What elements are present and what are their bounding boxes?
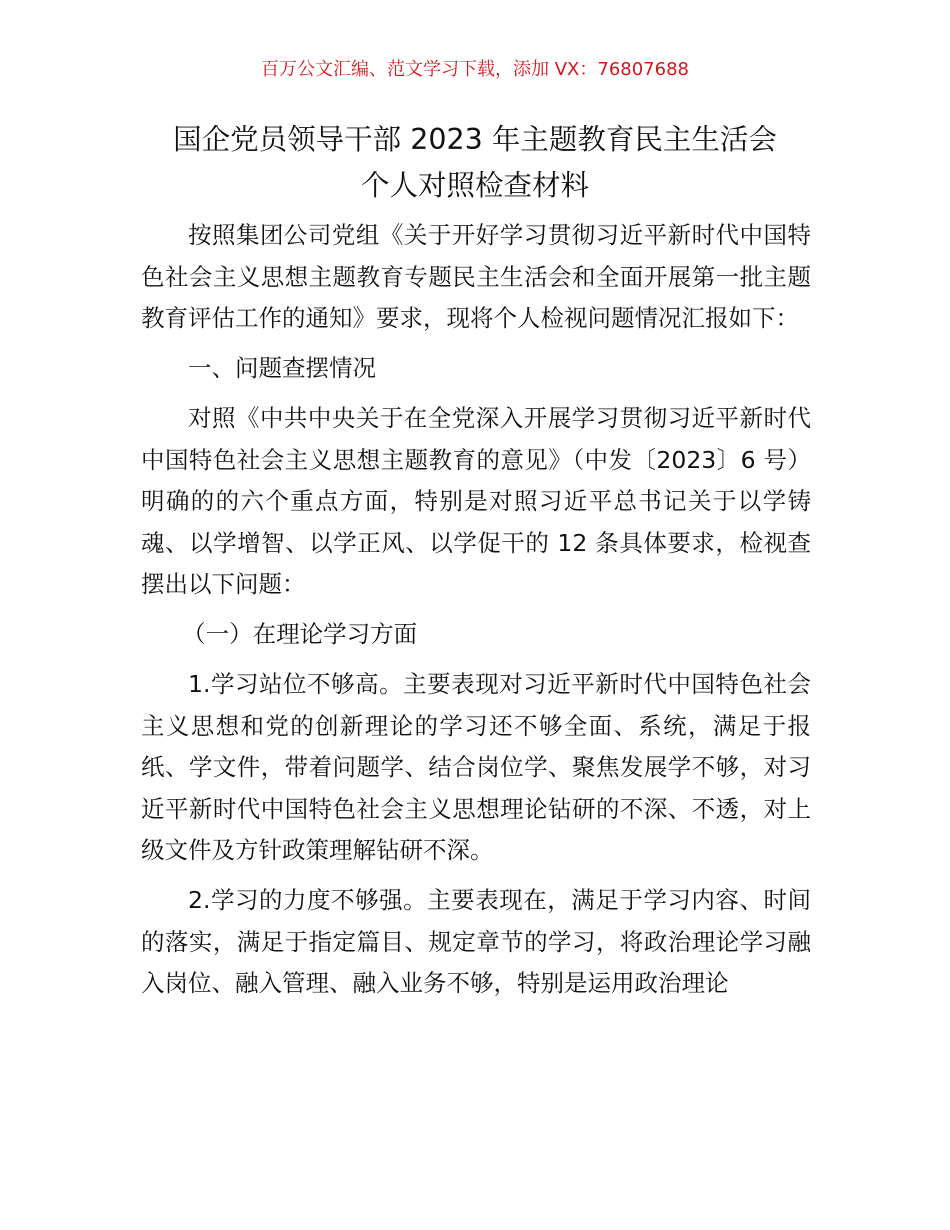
title-line-1: 国企党员领导干部 2023 年主题教育民主生活会 — [173, 123, 777, 156]
document-title — [100, 117, 850, 209]
item-2-paragraph: 2.学习的力度不够强。主要表现在，满足于学习内容、时间的落实，满足于指定篇目、规定章节的学习，将政治理论学习融入岗位、融入管理、融入业务不够，特别是运用政治理论 — [141, 886, 811, 997]
subsection-heading-1: （一）在理论学习方面 — [182, 620, 418, 648]
item-1-paragraph: 1.学习站位不够高。主要表现对习近平新时代中国特色社会主义思想和党的创新理论的学习还不够全面、系统，满足于报纸、学文件，带着问题学、结合岗位学、聚焦发展学不够，对习近平新时代中国特色社会主义思想理论钻研的不深、不透，对上级文件及方针政策理解钻研不深。 — [141, 670, 811, 864]
title-line-2: 个人对照检查材料 — [360, 169, 589, 202]
section-heading-1: 一、问题查摆情况 — [188, 354, 376, 382]
section-1-intro-paragraph: 对照《中共中央关于在全党深入开展学习贯彻习近平新时代中国特色社会主义思想主题教育的意见》（中发〔2023〕6 号）明确的的六个重点方面，特别是对照习近平总书记关于以学铸魂、以学增智、以学正风、以学促干的 12 条具体要求，检视查摆出以下问题： — [141, 404, 811, 598]
header-promo-note: 百万公文汇编、范文学习下载，添加 VX：76807688 — [261, 59, 689, 80]
intro-paragraph: 按照集团公司党组《关于开好学习贯彻习近平新时代中国特色社会主义思想主题教育专题民主生活会和全面开展第一批主题教育评估工作的通知》要求，现将个人检视问题情况汇报如下： — [141, 221, 811, 332]
document-body — [141, 215, 811, 1005]
